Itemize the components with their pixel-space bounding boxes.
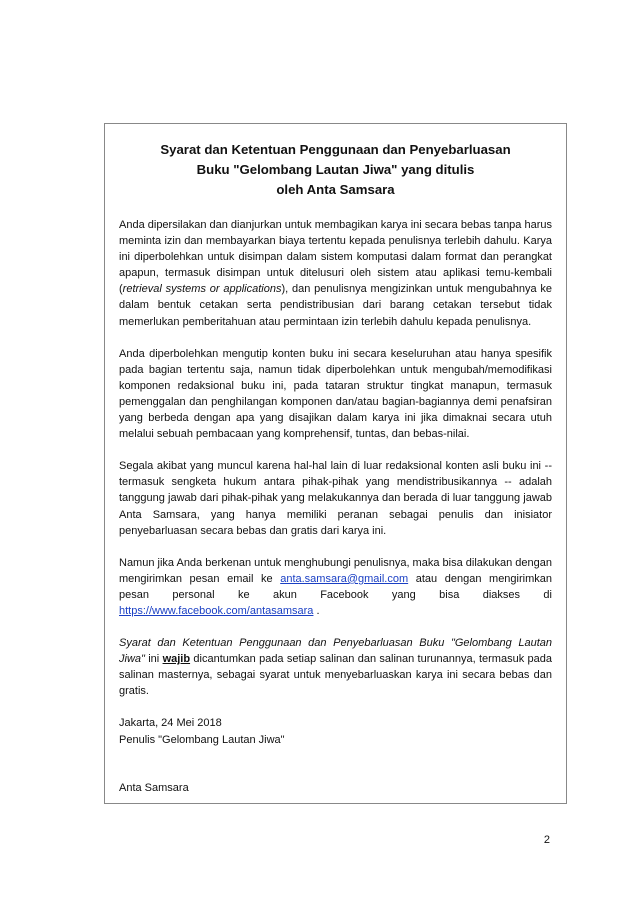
paragraph-contact (119, 555, 552, 619)
signature-name: Anta Samsara (119, 781, 189, 794)
p5-italic: Syarat dan Ketentuan Penggunaan dan Penyebarluasan Buku "Gelombang Lautan Jiwa" (119, 637, 552, 666)
p1-text-b: ), dan penulisnya mengizinkan untuk mengubahnya ke dalam bentuk cetakan serta pendistribusian dari barang cetakan tersebut tidak memerlukan pemberitahuan atau permintaan izin terlebih dahulu kepada penulisnya. (119, 283, 552, 328)
title-line-3: oleh Anta Samsara (276, 182, 395, 197)
p4-text-a: Namun jika Anda berkenan untuk menghubungi penulisnya, maka bisa dilakukan dengan mengirimkan pesan email ke (119, 556, 552, 585)
title-line-1: Syarat dan Ketentuan Penggunaan dan Penyebarluasan (160, 142, 511, 157)
wajib-emphasis: wajib (162, 653, 191, 666)
paragraph-liability: Segala akibat yang muncul karena hal-hal lain di luar redaksional konten asli buku ini -- termasuk sengketa hukum antara pihak-pihak yang mendistribusikannya -- adalah tanggung jawab dari pihak-pihak yang melakukannya dan berada di luar tanggung jawab Anta Samsara, yang hanya memiliki peranan sebagai penulis dan inisiator penyebarluasan secara bebas dan gratis dari karya ini. (119, 460, 552, 537)
p1-text-a: Anda dipersilakan dan dianjurkan untuk membagikan karya ini secara bebas tanpa harus meminta izin dan membayarkan biaya tertentu kepada penulisnya terlebih dahulu. Karya ini diperbolehkan untuk disimpan dalam sistem komputasi dalam format dan perangkat apapun, termasuk disimpan untuk ditelusuri oleh sistem atau aplikasi temu-kembali ( (119, 219, 552, 296)
paragraph-obligation (119, 635, 552, 699)
p1-italic: retrieval systems or applications (122, 283, 282, 296)
page-number: 2 (543, 834, 550, 846)
p4-text-c: . (313, 604, 320, 617)
paragraph-permission (119, 217, 552, 330)
facebook-link[interactable]: https://www.facebook.com/antasamsara (119, 604, 314, 617)
terms-box (104, 123, 567, 804)
email-link[interactable]: anta.samsara@gmail.com (280, 572, 409, 585)
title-line-2: Buku "Gelombang Lautan Jiwa" yang ditulis (196, 162, 475, 177)
p5-text-b: dicantumkan pada setiap salinan dan salinan turunannya, termasuk pada salinan masternya, sebagai syarat untuk menyebarluaskan karya ini secara bebas dan gratis. (119, 653, 552, 698)
p5-text-a: ini (144, 653, 163, 666)
signature-role: Penulis "Gelombang Lautan Jiwa" (119, 733, 285, 746)
signature-space (119, 748, 552, 780)
document-title (119, 140, 552, 200)
p4-text-b: atau dengan mengirimkan pesan personal ke akun Facebook yang bisa diakses di (119, 572, 552, 601)
paragraph-quoting: Anda diperbolehkan mengutip konten buku ini secara keseluruhan atau hanya spesifik pada bagian tertentu saja, namun tidak diperbolehkan untuk mengubah/memodifikasi komponen redaksional buku ini, pada tataran struktur tingkat manapun, termasuk pemenggalan dan penghilangan komponen dan/atau bagian-bagiannya demi penafsiran yang berbeda dengan apa yang disajikan dalam karya ini jika dimaknai secara utuh melalui sebuah pembacaan yang komprehensif, tuntas, dan bebas-nilai. (119, 347, 552, 441)
signature-place-date: Jakarta, 24 Mei 2018 (119, 717, 222, 730)
